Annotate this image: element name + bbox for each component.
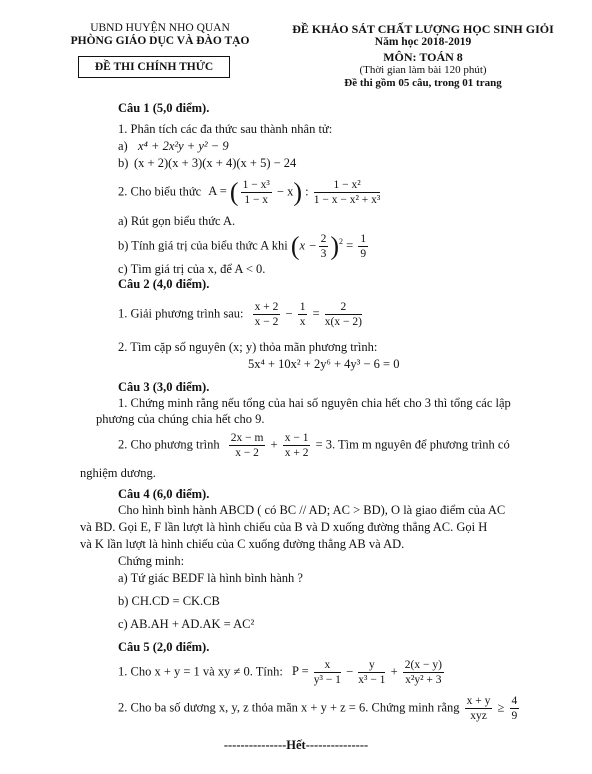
q2-part1: 1. Giải phương trình sau: <box>118 306 244 321</box>
q2-part2: 2. Tìm cặp số nguyên (x; y) thỏa mãn phương trình: <box>118 340 378 354</box>
q4-title: Câu 4 (6,0 điểm). <box>118 487 210 501</box>
q3-fraction-2: $\frac{x - 1}{x + 2}$ <box>284 432 309 459</box>
q5-fraction-3: $\frac{2(x - y)}{\text{x²y² + 3}}$ <box>404 659 442 686</box>
q4-prove-label: Chứng minh: <box>118 554 185 568</box>
q1-fraction-1: $\frac{\text{1 − x³}}{1 - x}$ <box>242 179 270 206</box>
q5-P-equals: P = <box>291 664 309 679</box>
q5-part2-label: 2. Cho ba số dương x, y, z thỏa mãn x + y + z = 6. Chứng minh rằng <box>118 700 460 715</box>
q3-fraction-1: $\frac{2x - m}{x - 2}$ <box>230 432 264 459</box>
q5-part1-label: 1. Cho x + y = 1 và xy ≠ 0. Tính: <box>118 664 283 679</box>
q1-part1: 1. Phân tích các đa thức sau thành nhân tử: <box>118 122 333 136</box>
q1-minus-x: − x <box>276 184 294 199</box>
q2-equals: = <box>312 306 320 321</box>
q1-qb-equals: = <box>346 238 354 253</box>
q2-minus: − <box>285 306 293 321</box>
q1-part2-label: 2. Cho biểu thức <box>118 184 202 199</box>
q2-fraction-2: $\frac{1}{x}$ <box>299 301 306 328</box>
q4-line2: và BD. Gọi E, F lần lượt là hình chiếu của B và D xuống đường thẳng AC. Gọi H <box>80 520 488 534</box>
q1-fraction-2: $\frac{\text{1 − x²}}{\text{1 − x − x² + x³}}$ <box>313 179 381 206</box>
q1-qa: a) Rút gọn biểu thức A. <box>118 214 236 228</box>
q1-b-expression: (x + 2)(x + 3)(x + 4)(x + 5) − 24 <box>134 156 297 170</box>
official-exam-box: ĐỀ THI CHÍNH THỨC <box>78 56 230 78</box>
q5-minus: − <box>346 664 354 679</box>
end-marker: ---------------Hết--------------- <box>223 738 369 752</box>
q3-part2-continued: nghiệm dương. <box>80 466 156 480</box>
q1-a-expression: x⁴ + 2x²y + y² − 9 <box>138 139 229 153</box>
q5-part1-line <box>118 658 446 687</box>
q3-plus: + <box>270 437 278 452</box>
q1-qb-line <box>118 232 370 261</box>
q4-a: a) Tứ giác BEDF là hình bình hành ? <box>118 571 303 585</box>
q1-a-label: a) <box>118 139 128 153</box>
q4-b: b) CH.CD = CK.CB <box>118 594 220 608</box>
q5-fraction-1: $\frac{x}{\text{y³ − 1}}$ <box>313 659 341 686</box>
left-paren: ( <box>290 231 300 261</box>
q5-part2-line <box>118 694 521 723</box>
q4-line1: Cho hình bình hành ABCD ( có BC // AD; AC > BD), O là giao điểm của AC <box>118 503 506 517</box>
left-paren: ( <box>229 177 239 207</box>
q3-title: Câu 3 (3,0 điểm). <box>118 380 210 394</box>
q1-title: Câu 1 (5,0 điểm). <box>118 101 210 115</box>
subject: MÔN: TOÁN 8 <box>383 50 463 64</box>
q1-qb-fraction: $\frac{2}{3}$ <box>320 233 327 260</box>
q2-fraction-3: $\frac{2}{x(x - 2)}$ <box>324 301 362 328</box>
q2-diophantine-equation: 5x⁴ + 10x² + 2y⁶ + 4y³ − 6 = 0 <box>248 357 400 371</box>
q4-line3: và K lần lượt là hình chiếu của C xuống đường thẳng AB và AD. <box>80 537 405 551</box>
q5-fraction-2: $\frac{y}{\text{x³ − 1}}$ <box>358 659 386 686</box>
q1-qb-result: $\frac{1}{9}$ <box>360 233 367 260</box>
q3-equals-text: = 3. Tìm m nguyên để phương trình có <box>315 437 510 452</box>
q1-expression-line <box>118 178 382 207</box>
right-paren: ) <box>330 231 340 261</box>
q3-part2-line <box>118 431 510 460</box>
q1-qb-label: b) Tính giá trị của biểu thức A khi <box>118 238 288 253</box>
school-year: Năm học 2018-2019 <box>374 36 472 48</box>
q5-geq: ≥ <box>497 700 505 715</box>
q3-part2-label: 2. Cho phương trình <box>118 437 220 452</box>
q5-fraction-rhs: $\frac{4}{9}$ <box>511 695 518 722</box>
q1-A-equals: A = <box>208 184 227 199</box>
q5-fraction-lhs: $\frac{x + y}{\text{xyz}}$ <box>466 695 491 722</box>
q1-b-label: b) <box>118 156 129 170</box>
header-department: PHÒNG GIÁO DỤC VÀ ĐÀO TẠO <box>70 35 250 47</box>
page-count: Đề thi gồm 05 câu, trong 01 trang <box>344 77 502 89</box>
square-exponent: 2 <box>339 237 344 247</box>
q1-qb-inner: x − <box>299 238 317 253</box>
exam-title: ĐỀ KHẢO SÁT CHẤT LƯỢNG HỌC SINH GIỎI <box>292 22 554 36</box>
right-paren: ) <box>293 177 303 207</box>
q1-qc: c) Tìm giá trị của x, để A < 0. <box>118 262 266 276</box>
q2-equation-line <box>118 300 364 329</box>
q2-title: Câu 2 (4,0 điểm). <box>118 277 210 291</box>
time-allowed: (Thời gian làm bài 120 phút) <box>359 64 487 76</box>
header-agency: UBND HUYỆN NHO QUAN <box>90 22 230 34</box>
q4-c: c) AB.AH + AD.AK = AC² <box>118 617 255 631</box>
q5-title: Câu 5 (2,0 điểm). <box>118 640 210 654</box>
q3-part1-line1: 1. Chứng minh rằng nếu tổng của hai số nguyên chia hết cho 3 thì tổng các lập <box>118 396 511 410</box>
q3-part1-line2: phương của chúng chia hết cho 9. <box>96 412 265 426</box>
q1-colon: : <box>305 184 309 199</box>
q5-plus: + <box>390 664 398 679</box>
q2-fraction-1: $\frac{x + 2}{x - 2}$ <box>254 301 279 328</box>
